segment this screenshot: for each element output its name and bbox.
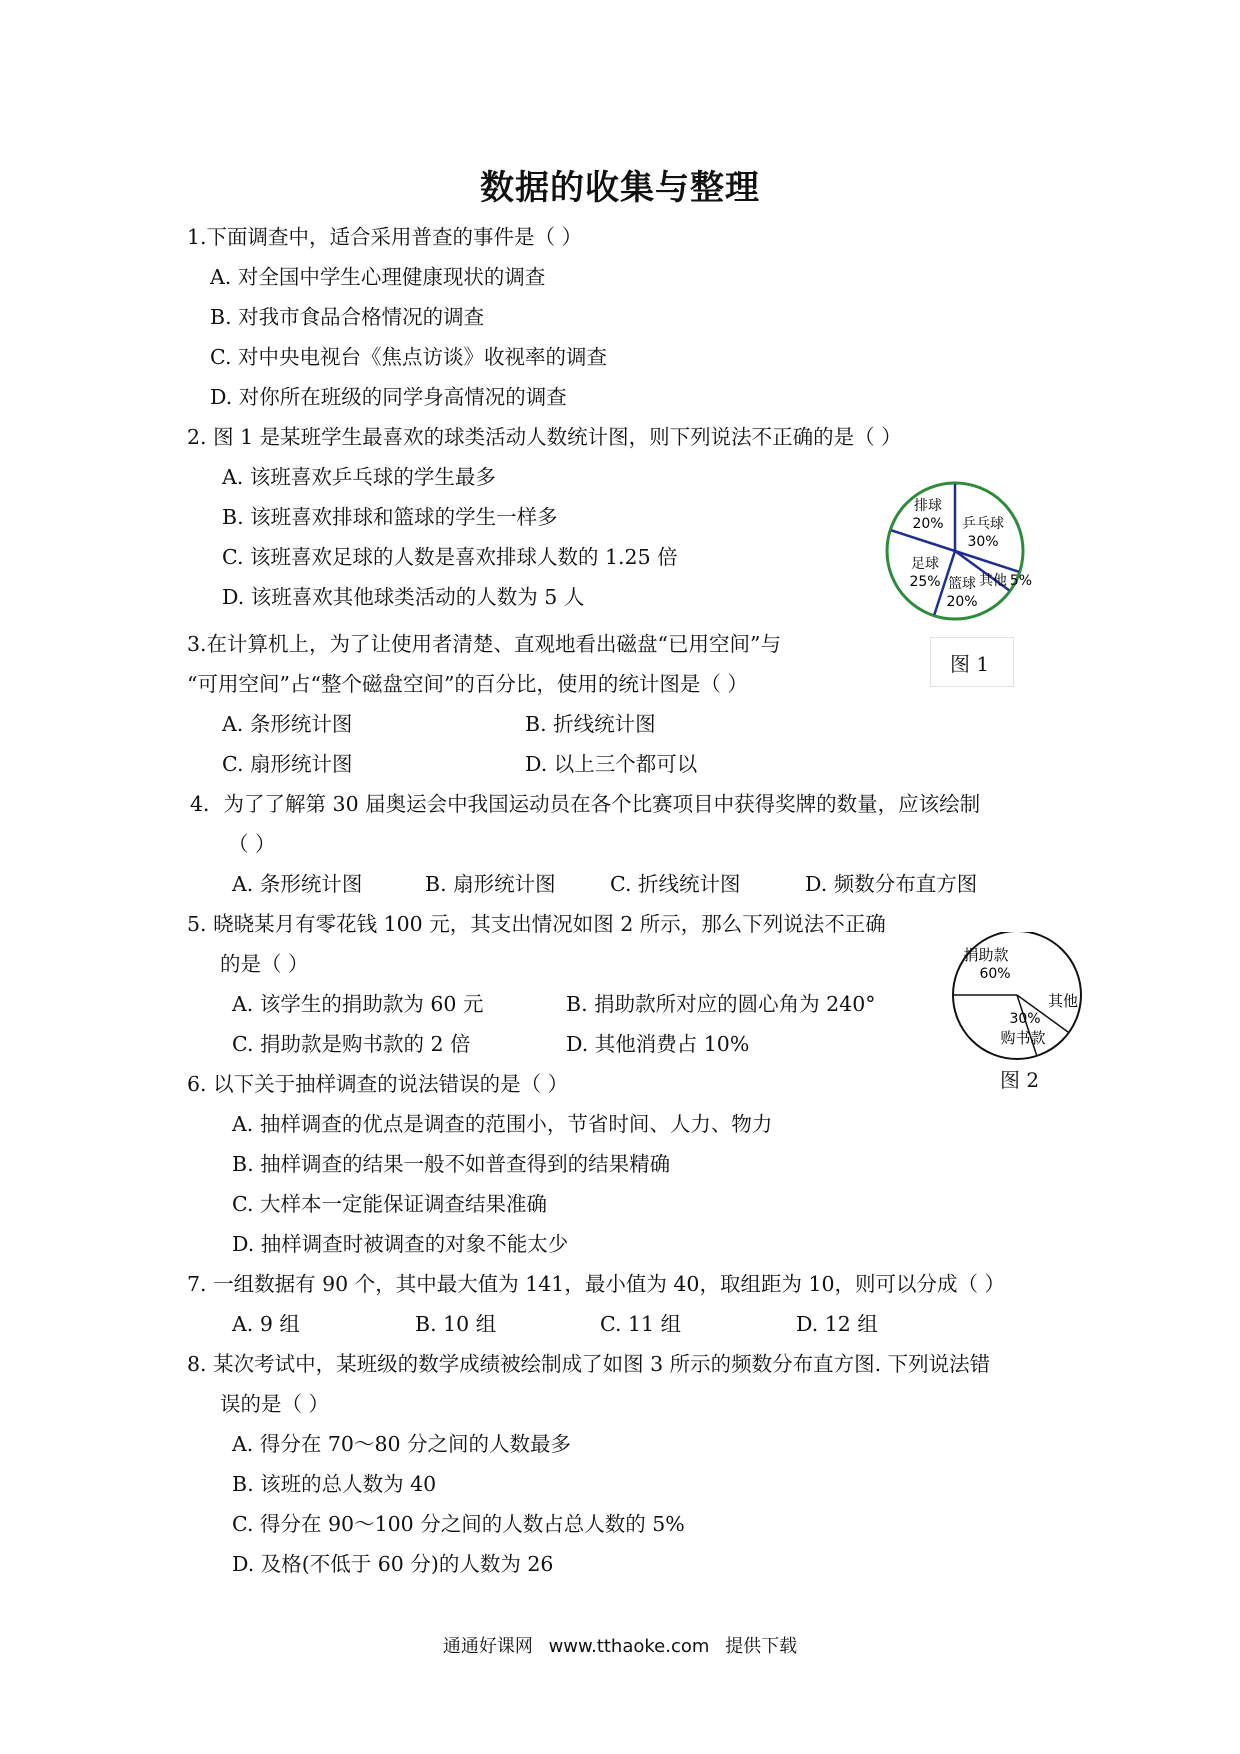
fig2-label-books: 购书款 <box>1000 1029 1046 1047</box>
question-3-option-c: C. 扇形统计图 <box>222 752 353 776</box>
question-5-option-d: D. 其他消费占 10% <box>566 1032 750 1056</box>
fig2-value-donation: 60% <box>979 966 1011 982</box>
page-footer <box>0 1632 1240 1658</box>
question-2-option-a: A. 该班喜欢乒乓球的学生最多 <box>222 465 496 489</box>
fig1-value-volleyball: 20% <box>912 516 944 532</box>
question-7-option-b: B. 10 组 <box>415 1312 497 1336</box>
fig2-value-books: 30% <box>1009 1011 1041 1027</box>
question-8-option-c: C. 得分在 90～100 分之间的人数占总人数的 5% <box>232 1512 685 1536</box>
question-5-stem-line-1: 5. 晓晓某月有零花钱 100 元，其支出情况如图 2 所示，那么下列说法不正确 <box>187 912 886 936</box>
figure-1-pie-chart <box>880 478 1040 628</box>
question-6-option-d: D. 抽样调查时被调查的对象不能太少 <box>232 1232 569 1256</box>
fig1-label-volleyball: 排球 <box>914 498 942 514</box>
question-5-option-c: C. 捐助款是购书款的 2 倍 <box>232 1032 471 1056</box>
question-6-stem: 6. 以下关于抽样调查的说法错误的是（ ） <box>187 1072 569 1096</box>
question-8-stem-line-1: 8. 某次考试中，某班级的数学成绩被绘制成了如图 3 所示的频数分布直方图. 下列说法错 <box>187 1352 991 1376</box>
fig2-label-donation: 捐助款 <box>963 946 1009 964</box>
footer-download-text: 提供下载 <box>725 1636 798 1657</box>
question-8-option-b: B. 该班的总人数为 40 <box>232 1472 437 1496</box>
question-6-option-b: B. 抽样调查的结果一般不如普查得到的结果精确 <box>232 1152 671 1176</box>
question-4-stem-line-1: 4．为了了解第 30 届奥运会中我国运动员在各个比赛项目中获得奖牌的数量，应该绘制 <box>190 792 981 816</box>
question-7-option-c: C. 11 组 <box>600 1312 682 1336</box>
fig1-label-pingpong: 乒乓球 <box>962 516 1004 532</box>
fig1-label-other: 其他 <box>979 573 1007 589</box>
question-3-stem-line-1: 3.在计算机上，为了让使用者清楚、直观地看出磁盘“已用空间”与 <box>187 632 782 656</box>
fig1-value-pingpong: 30% <box>967 534 999 550</box>
fig1-value-other: 5% <box>1009 573 1033 589</box>
question-4-option-d: D. 频数分布直方图 <box>805 872 978 896</box>
figure-1-caption: 图 1 <box>950 652 990 676</box>
fig1-value-football: 25% <box>909 574 941 590</box>
fig1-value-basketball: 20% <box>946 594 978 610</box>
fig1-label-basketball: 篮球 <box>948 576 976 592</box>
fig1-label-football: 足球 <box>911 556 939 572</box>
question-5-stem-line-2: 的是（ ） <box>220 952 309 976</box>
question-1-stem: 1.下面调查中，适合采用普查的事件是（ ） <box>187 225 583 249</box>
page-title: 数据的收集与整理 <box>480 168 760 208</box>
question-4-option-b: B. 扇形统计图 <box>425 872 556 896</box>
question-1-option-c: C. 对中央电视台《焦点访谈》收视率的调查 <box>210 345 607 369</box>
question-7-option-d: D. 12 组 <box>796 1312 878 1336</box>
question-2-option-c: C. 该班喜欢足球的人数是喜欢排球人数的 1.25 倍 <box>222 545 678 569</box>
question-3-option-b: B. 折线统计图 <box>525 712 656 736</box>
question-6-option-a: A. 抽样调查的优点是调查的范围小，节省时间、人力、物力 <box>232 1112 773 1136</box>
question-3-option-d: D. 以上三个都可以 <box>525 752 698 776</box>
question-3-option-a: A. 条形统计图 <box>222 712 353 736</box>
question-2-stem: 2. 图 1 是某班学生最喜欢的球类活动人数统计图，则下列说法不正确的是（ ） <box>187 425 902 449</box>
question-4-option-a: A. 条形统计图 <box>232 872 363 896</box>
footer-url: www.tthaoke.com <box>548 1636 710 1657</box>
question-5-option-a: A. 该学生的捐助款为 60 元 <box>232 992 484 1016</box>
question-7-option-a: A. 9 组 <box>232 1312 300 1336</box>
question-7-stem: 7. 一组数据有 90 个，其中最大值为 141，最小值为 40，取组距为 10，则可以分成（ ） <box>187 1272 1006 1296</box>
question-8-option-a: A. 得分在 70～80 分之间的人数最多 <box>232 1432 572 1456</box>
question-2-option-d: D. 该班喜欢其他球类活动的人数为 5 人 <box>222 585 585 609</box>
question-4-option-c: C. 折线统计图 <box>610 872 741 896</box>
figure-2-caption: 图 2 <box>1000 1068 1040 1092</box>
question-1-option-d: D. 对你所在班级的同学身高情况的调查 <box>210 385 567 409</box>
question-8-stem-line-2: 误的是（ ） <box>220 1392 330 1416</box>
question-3-stem-line-2: “可用空间”占“整个磁盘空间”的百分比，使用的统计图是（ ） <box>187 672 748 696</box>
question-5-option-b: B. 捐助款所对应的圆心角为 240° <box>566 992 876 1016</box>
question-1-option-b: B. 对我市食品合格情况的调查 <box>210 305 485 329</box>
question-8-option-d: D. 及格(不低于 60 分)的人数为 26 <box>232 1552 554 1576</box>
question-1-option-a: A. 对全国中学生心理健康现状的调查 <box>210 265 546 289</box>
question-2-option-b: B. 该班喜欢排球和篮球的学生一样多 <box>222 505 558 529</box>
figure-2-pie-chart <box>950 932 1095 1062</box>
question-6-option-c: C. 大样本一定能保证调查结果准确 <box>232 1192 547 1216</box>
footer-site-name: 通通好课网 <box>442 1636 533 1657</box>
question-4-stem-line-2: （ ） <box>228 832 276 856</box>
fig2-label-other: 其他 <box>1047 992 1079 1010</box>
